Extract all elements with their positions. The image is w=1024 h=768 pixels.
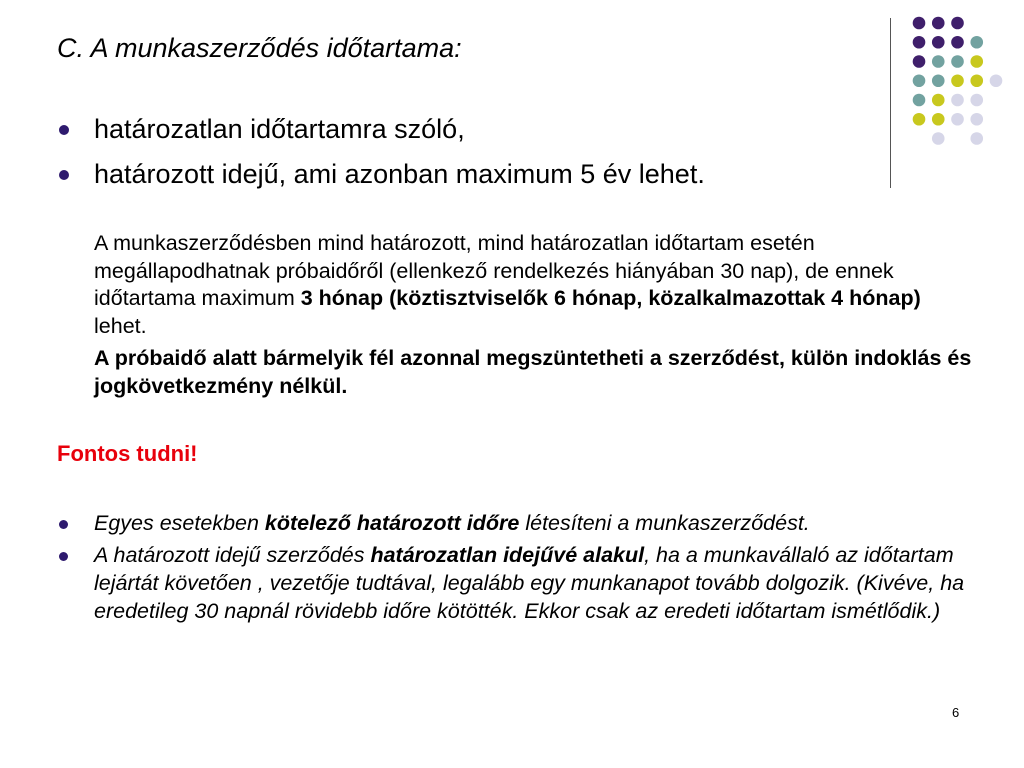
decorative-dot [970,55,983,68]
decorative-dot [951,36,964,49]
decorative-dot [990,74,1003,87]
important-item-2-bold: határozatlan idejűvé alakul [370,543,645,567]
main-bullet-list [57,112,705,202]
important-item-1-pre: Egyes esetekben [94,511,265,535]
important-item-2-pre: A határozott idejű szerződés [94,543,371,567]
important-item-2-post: , ha a munkavállaló az időtartam lejártát követően , vezetője tudtával, legalább egy munkanapot tovább dolgozik. (Kivéve, ha eredetileg 30 napnál rövidebb időre kötötték. Ekkor csak az eredeti időtartam ismétlődik.) [94,543,965,623]
decorative-dot [951,74,964,87]
probation-text-end: lehet. [94,313,147,338]
bullet-dot-icon [59,520,68,529]
decorative-dot [932,74,945,87]
decorative-dot [951,55,964,68]
decorative-dot [932,17,945,30]
decorative-dot [970,113,983,126]
decorative-dot [951,94,964,107]
decorative-dot [970,36,983,49]
bullet-text-2: határozott idejű, ami azonban maximum 5 év lehet. [94,159,705,189]
decorative-dot [913,113,926,126]
bullet-item-2 [57,157,705,202]
bullet-dot-icon [59,552,68,561]
decorative-dot [913,36,926,49]
important-item-1 [57,509,967,537]
decorative-dot [932,113,945,126]
bullet-dot-icon [59,125,69,135]
decorative-dot [951,113,964,126]
probation-text-start: A munkaszerződésben mind határozott, mind határozatlan időtartam esetén megállapodhatnak próbaidőről (ellenkező rendelkezés hiányában 30 nap), de ennek időtartama maximum [94,231,894,310]
important-bullet-list [57,509,967,629]
slide-title: C. A munkaszerződés időtartama: [57,33,462,63]
bullet-dot-icon [59,170,69,180]
decorative-dot [932,94,945,107]
decorative-dot [913,17,926,30]
decorative-dot [932,55,945,68]
probation-bold-text: 3 hónap (köztisztviselők 6 hónap, közalkalmazottak 4 hónap) [300,286,921,310]
page-number: 6 [952,705,960,720]
important-heading: Fontos tudni! [57,441,198,466]
bullet-item-1 [57,112,705,157]
bullet-text-1: határozatlan időtartamra szóló, [94,114,465,144]
decorative-dot [970,132,983,145]
decorative-dot [970,74,983,87]
decorative-dot [913,74,926,87]
important-item-2 [57,541,967,625]
probation-termination-paragraph: A próbaidő alatt bármelyik fél azonnal megszüntetheti a szerződést, külön indoklás és jogkövetkezmény nélkül. [94,346,972,398]
important-item-1-post: létesíteni a munkaszerződést. [519,511,810,535]
decorative-dot [913,94,926,107]
important-item-1-bold: kötelező határozott időre [264,511,520,535]
decorative-dot [932,132,945,145]
dot-grid-group [913,17,1003,145]
decorative-dot [970,94,983,107]
decorative-dot [951,17,964,30]
decorative-dot [932,36,945,49]
decorative-dot [913,55,926,68]
probation-paragraph [94,230,974,340]
